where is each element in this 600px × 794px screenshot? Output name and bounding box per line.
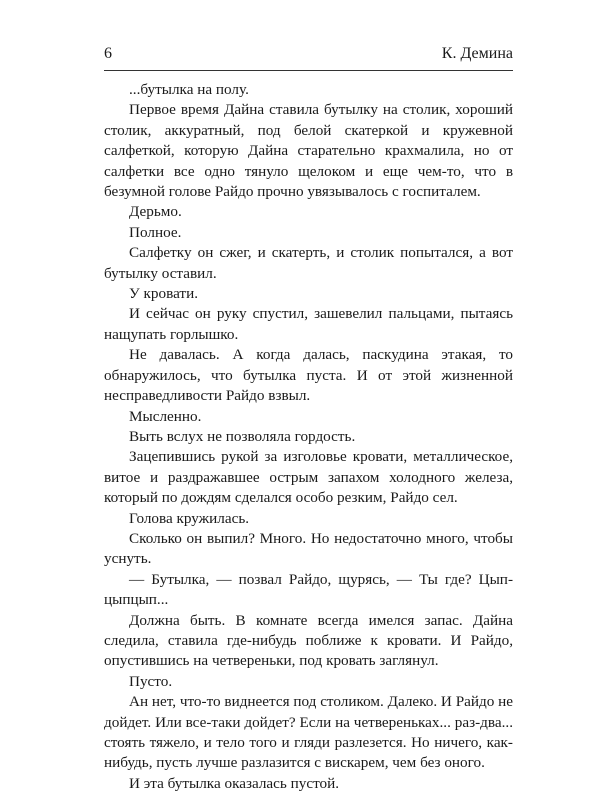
paragraph: И сейчас он руку спустил, зашевелил пальцами, пытаясь нащупать горлышко. <box>104 305 513 343</box>
paragraph: Полное. <box>129 223 182 241</box>
body-text <box>104 80 513 794</box>
paragraph: Сколько он выпил? Много. Но недостаточно много, чтобы уснуть. <box>104 529 513 568</box>
running-head <box>104 44 513 66</box>
paragraph: Пусто. <box>129 672 173 690</box>
paragraph: Не давалась. А когда далась, паскудина этакая, то обнаружилось, что бутылка пуста. И от этой жизненной несправедливости Райдо взвыл. <box>104 346 513 405</box>
paragraph: ...бутылка на полу. <box>129 81 249 98</box>
page-number: 6 <box>104 45 112 62</box>
paragraph: Салфетку он сжег, и скатерть, и столик попытался, а вот бутылку оставил. <box>104 244 513 282</box>
paragraph: Первое время Дайна ставила бутылку на столик, хороший столик, аккуратный, под белой скатеркой и кружевной салфеткой, которую Дайна старательно крахмалила, но от салфетки все одно тянуло щелоком и еще чем-то, что в безумной голове Райдо прочно увязывалось с госпиталем. <box>104 101 513 201</box>
paragraph: Мысленно. <box>129 407 202 425</box>
running-head-author: К. Демина <box>441 45 513 62</box>
header-divider <box>104 70 513 71</box>
paragraph: Ан нет, что-то виднеется под столиком. Далеко. И Райдо не дойдет. Или все-таки дойдет? Если на четвереньках... раз-два... стоять тяжело, и тело того и гляди разлезется. Но ничего, как-нибудь, пусть лучше разлазится с вискарем, чем без оного. <box>104 693 514 772</box>
paragraph: Должна быть. В комнате всегда имелся запас. Дайна следила, ставила где-нибудь поближе к кровати. И Райдо, опустившись на четвереньки, под кровать заглянул. <box>104 611 513 670</box>
paragraph: Дерьмо. <box>129 203 182 221</box>
paragraph: Зацепившись рукой за изголовье кровати, металлическое, витое и раздражавшее острым запахом холодного железа, который по дождям сделался особо резким, Райдо сел. <box>104 448 513 507</box>
paragraph: — Бутылка, — позвал Райдо, щурясь, — Ты где? Цып-цыпцып... <box>104 570 513 609</box>
paragraph: И эта бутылка оказалась пустой. <box>129 774 340 792</box>
paragraph: Голова кружилась. <box>129 509 250 527</box>
paragraph: Выть вслух не позволяла гордость. <box>129 427 356 445</box>
paragraph: У кровати. <box>129 285 198 303</box>
